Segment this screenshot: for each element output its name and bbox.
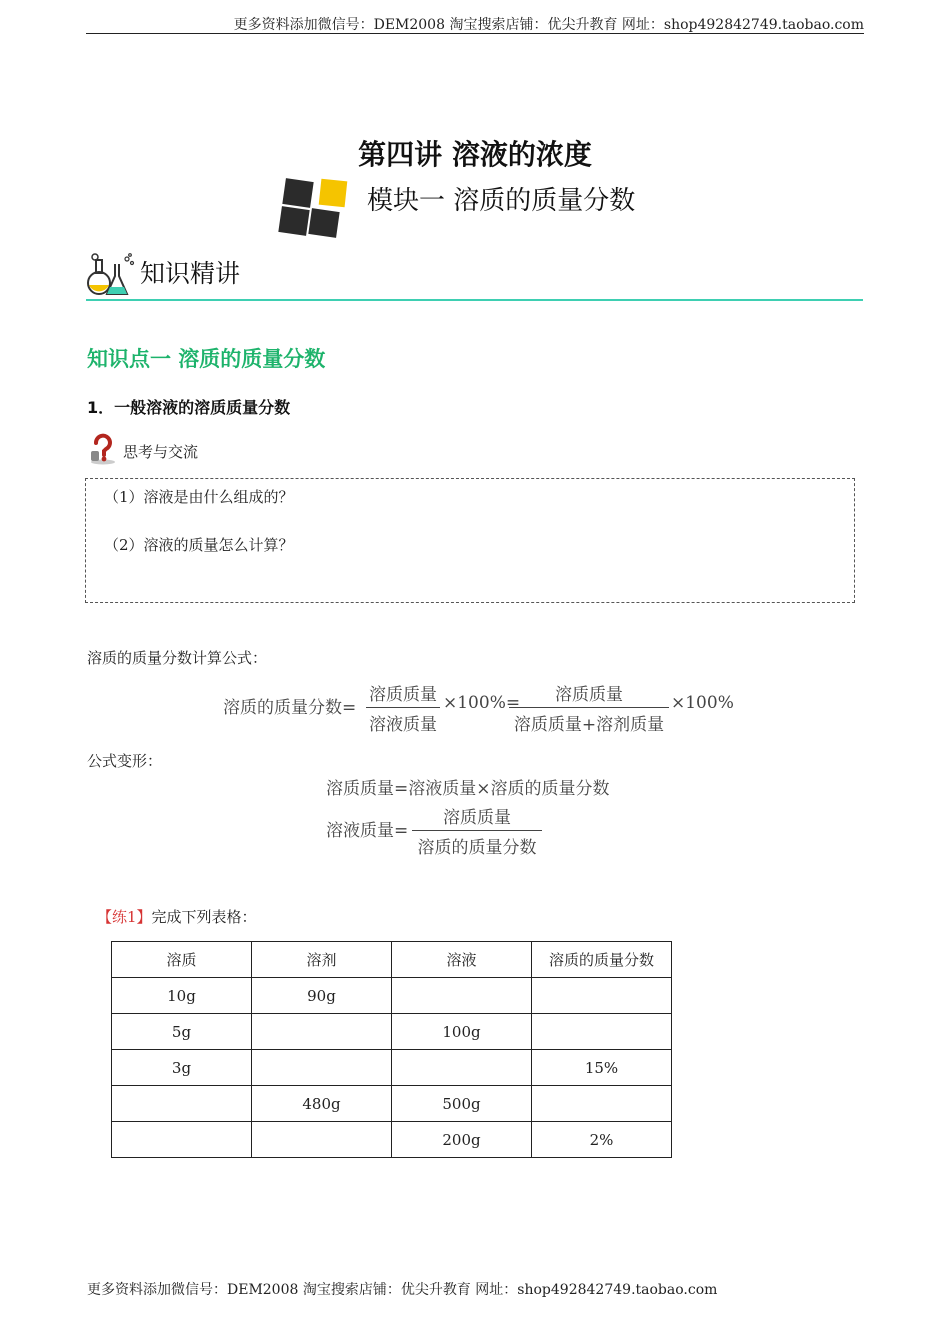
section-divider [86,299,863,301]
table-header-row [112,942,672,978]
section-title: 知识精讲 [140,259,241,288]
fraction-numerator: 溶质质量 [509,680,669,708]
table-cell: 3g [112,1050,252,1086]
column-header: 溶质 [112,942,252,978]
mass-fraction-formula [223,680,743,735]
table-cell: 100g [392,1014,532,1050]
page-footer: 更多资料添加微信号：DEM2008 淘宝搜索店铺：优尖升教育 网址：shop492842749.taobao.com [87,1282,718,1298]
table-row [112,1086,672,1122]
lecture-title: 第四讲 溶液的浓度 [358,138,592,171]
table-cell [252,1122,392,1158]
module-title: 模块一 溶质的质量分数 [367,186,636,216]
transform-fraction [412,803,542,858]
table-row [112,1050,672,1086]
fraction-numerator: 溶质质量 [412,803,542,831]
knowledge-point-title: 知识点一 溶质的质量分数 [87,347,326,371]
table-row [112,978,672,1014]
table-cell: 10g [112,978,252,1014]
table-cell: 15% [532,1050,672,1086]
table-cell [532,978,672,1014]
exercise-table [111,941,672,1158]
transform-line-1: 溶质质量=溶液质量×溶质的质量分数 [326,779,610,799]
fraction-denominator: 溶液质量 [369,715,437,735]
page-header: 更多资料添加微信号：DEM2008 淘宝搜索店铺：优尖升教育 网址：shop492842749.taobao.com [233,17,864,33]
lab-flask-icon [86,252,136,298]
think-discuss-label: 思考与交流 [123,443,199,461]
formula-tail: ×100% [671,693,734,713]
formula-intro: 溶质的质量分数计算公式： [87,649,268,667]
exercise-text: 完成下列表格： [151,908,257,926]
table-cell: 90g [252,978,392,1014]
table-cell: 500g [392,1086,532,1122]
table-cell [252,1014,392,1050]
transform-intro: 公式变形： [87,752,163,770]
table-cell: 5g [112,1014,252,1050]
column-header: 溶剂 [252,942,392,978]
table-cell [392,1050,532,1086]
fraction-numerator: 溶质质量 [366,680,440,708]
column-header: 溶液 [392,942,532,978]
table-cell [532,1014,672,1050]
column-header: 溶质的质量分数 [532,942,672,978]
transform-line-2 [326,803,556,858]
header-divider [86,33,864,34]
table-cell [252,1050,392,1086]
formula-fraction [366,680,440,735]
fraction-denominator: 溶质质量+溶剂质量 [513,715,665,735]
fraction-denominator: 溶质的质量分数 [417,838,537,858]
formula-lhs: 溶质的质量分数= [223,698,357,718]
formula-fraction [509,680,669,735]
table-row [112,1122,672,1158]
exercise-label [97,906,257,927]
discussion-question: （1）溶液是由什么组成的？ [104,488,294,506]
table-cell: 480g [252,1086,392,1122]
table-cell [112,1086,252,1122]
table-cell: 2% [532,1122,672,1158]
exercise-tag: 【练1】 [97,908,152,926]
table-row [112,1014,672,1050]
table-cell [112,1122,252,1158]
transform-lhs: 溶液质量= [326,821,409,841]
table-cell [532,1086,672,1122]
discussion-question: （2）溶液的质量怎么计算？ [104,536,294,554]
table-cell: 200g [392,1122,532,1158]
module-blocks-icon [278,178,350,240]
subsection-title: 1．一般溶液的溶质质量分数 [87,398,291,417]
table-cell [392,978,532,1014]
question-mark-icon [87,433,119,465]
formula-multiplier: ×100%= [443,693,521,713]
